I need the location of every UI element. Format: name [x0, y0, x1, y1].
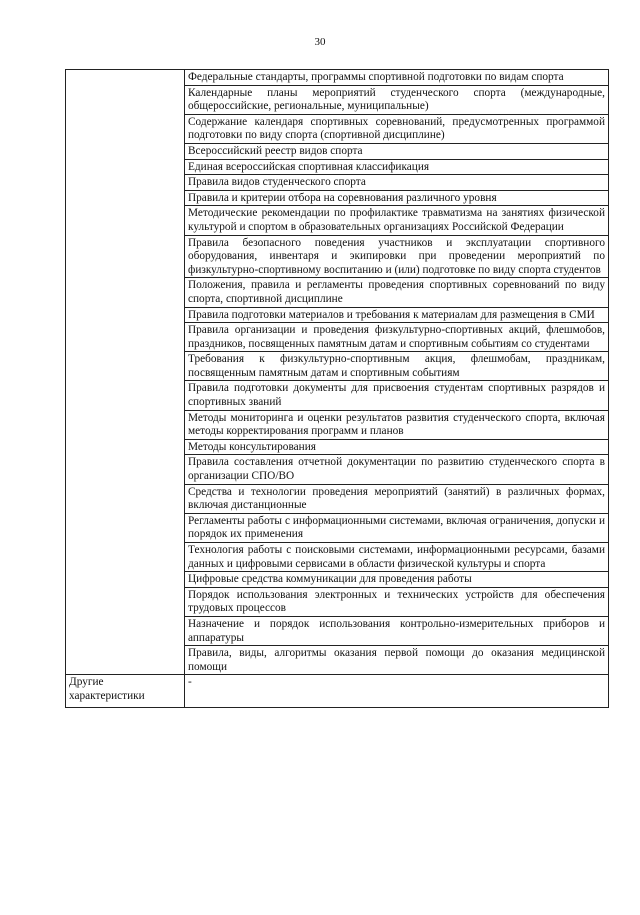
knowledge-item: Требования к физкультурно-спортивным акция, флешмобам, праздникам, посвященным памятным датам и спортивным событиям	[185, 352, 609, 381]
knowledge-item: Методические рекомендации по профилактике травматизма на занятиях физической культурой и спортом в образовательных организациях Российской Федерации	[185, 206, 609, 235]
knowledge-item: Правила видов студенческого спорта	[185, 175, 609, 191]
knowledge-table	[65, 69, 609, 708]
knowledge-item: Методы консультирования	[185, 439, 609, 455]
knowledge-table-body	[66, 70, 609, 708]
knowledge-item: Положения, правила и регламенты проведения спортивных соревнований по виду спорта, спортивной дисциплине	[185, 278, 609, 307]
knowledge-item: Правила безопасного поведения участников и эксплуатации спортивного оборудования, инвентаря и экипировки при проведении мероприятий по физкультурно-спортивному воспитанию и (или) подготовке по виду спорта студентов	[185, 235, 609, 278]
knowledge-item: Цифровые средства коммуникации для проведения работы	[185, 572, 609, 588]
knowledge-item: Методы мониторинга и оценки результатов развития студенческого спорта, включая методы корректирования программ и планов	[185, 410, 609, 439]
knowledge-item: Правила и критерии отбора на соревнования различного уровня	[185, 190, 609, 206]
other-characteristics-value: -	[185, 675, 609, 708]
knowledge-item: Содержание календаря спортивных соревнований, предусмотренных программой подготовки по виду спорта (спортивной дисциплине)	[185, 114, 609, 143]
knowledge-item: Всероссийский реестр видов спорта	[185, 143, 609, 159]
other-characteristics-label: Другие характеристики	[66, 675, 185, 708]
knowledge-item: Правила, виды, алгоритмы оказания первой помощи до оказания медицинской помощи	[185, 646, 609, 675]
merged-label-cell	[66, 70, 185, 675]
knowledge-item: Единая всероссийская спортивная классификация	[185, 159, 609, 175]
knowledge-item: Назначение и порядок использования контрольно-измерительных приборов и аппаратуры	[185, 616, 609, 645]
page-number: 30	[314, 36, 326, 48]
knowledge-item: Правила подготовки документы для присвоения студентам спортивных разрядов и спортивных званий	[185, 381, 609, 410]
knowledge-item: Календарные планы мероприятий студенческого спорта (международные, общероссийские, региональные, муниципальные)	[185, 85, 609, 114]
knowledge-item: Правила составления отчетной документации по развитию студенческого спорта в организации СПО/ВО	[185, 455, 609, 484]
knowledge-item: Правила подготовки материалов и требования к материалам для размещения в СМИ	[185, 307, 609, 323]
knowledge-item: Регламенты работы с информационными системами, включая ограничения, допуски и порядок их применения	[185, 513, 609, 542]
table-row	[66, 70, 609, 86]
knowledge-item: Правила организации и проведения физкультурно-спортивных акций, флешмобов, праздников, посвященных памятным датам и спортивным событиям со студентами	[185, 323, 609, 352]
table-row	[66, 675, 609, 708]
knowledge-item: Федеральные стандарты, программы спортивной подготовки по видам спорта	[185, 70, 609, 86]
knowledge-item: Технология работы с поисковыми системами, информационными ресурсами, базами данных и цифровыми сервисами в области физической культуры и спорта	[185, 543, 609, 572]
knowledge-item: Порядок использования электронных и технических устройств для обеспечения трудовых процессов	[185, 587, 609, 616]
knowledge-item: Средства и технологии проведения мероприятий (занятий) в различных формах, включая дистанционные	[185, 484, 609, 513]
